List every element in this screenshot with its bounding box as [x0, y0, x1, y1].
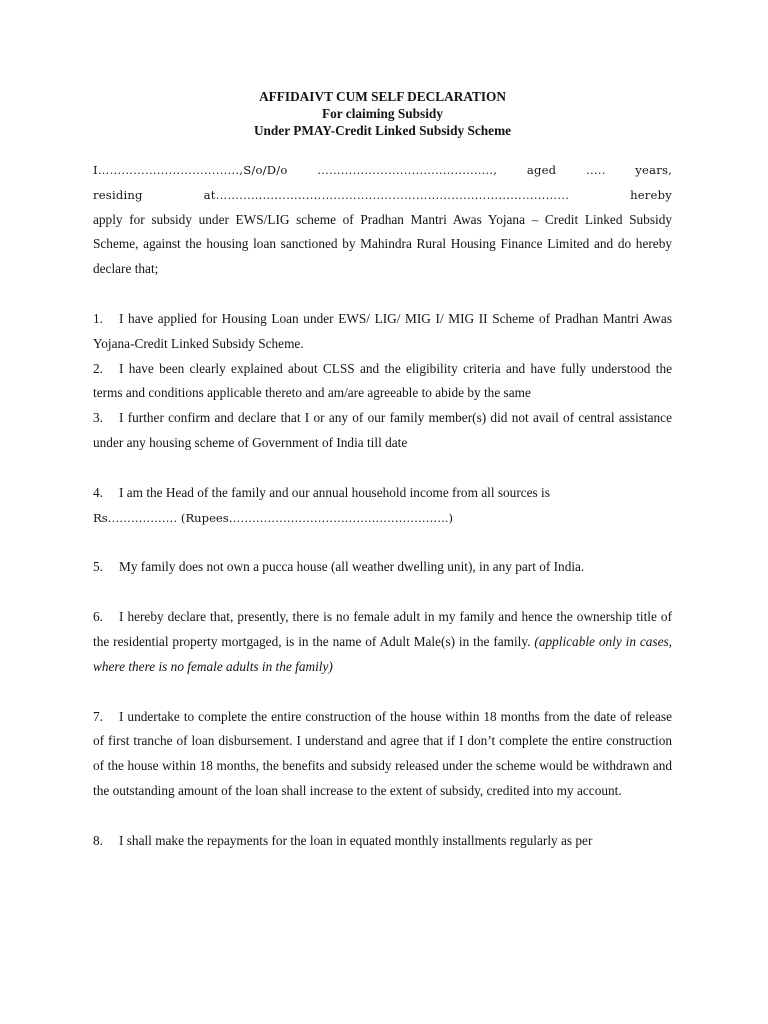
- clause-6-text: I hereby declare that, presently, there is no female adult in my family and hence the ownership title of the residential property mortgaged, is in the name of Adult Male(s) in the family.: [93, 609, 672, 649]
- clause-8-text: I shall make the repayments for the loan in equated monthly installments regularly as per: [119, 832, 593, 848]
- clause-2-text: I have been clearly explained about CLSS and the eligibility criteria and have fully understood the terms and conditions applicable thereto and am/are agreeable to abide by the same: [93, 360, 672, 401]
- clause-4-text: I am the Head of the family and our annual household income from all sources is: [119, 484, 550, 500]
- title-line-2: For claiming Subsidy: [322, 106, 443, 121]
- title-line-1: AFFIDAIVT CUM SELF DECLARATION: [259, 89, 506, 104]
- clause-3-number: 3.: [93, 410, 103, 426]
- clause-6: [93, 605, 672, 679]
- clause-6-number: 6.: [93, 609, 103, 625]
- clause-7-text: I undertake to complete the entire construction of the house within 18 months from the date of release of first tranche of loan disbursement. I understand and agree that if I don’t complete the entire construction of the house within 18 months, the benefits and subsidy released under the scheme would be withdrawn and the outstanding amount of the loan shall increase to the extent of subsidy, credited into my account.: [93, 708, 672, 798]
- clause-4: [93, 481, 672, 506]
- intro-residence-line: residing at……......…………………………………………………………………… hereby: [93, 187, 672, 202]
- clause-7: [93, 705, 672, 804]
- clause-3: [93, 406, 672, 456]
- clause-5: [93, 555, 672, 580]
- clause-5-text: My family does not own a pucca house (all weather dwelling unit), in any part of India.: [119, 559, 585, 575]
- clause-2: [93, 357, 672, 407]
- document-title: [93, 88, 672, 139]
- clause-5-number: 5.: [93, 559, 103, 575]
- clause-1: [93, 307, 672, 357]
- clause-8-number: 8.: [93, 832, 103, 848]
- clause-3-text: I further confirm and declare that I or any of our family member(s) did not avail of central assistance under any housing scheme of Government of India till date: [93, 410, 672, 450]
- clause-1-text: I have applied for Housing Loan under EWS/ LIG/ MIG I/ MIG II Scheme of Pradhan Mantri Awas Yojana-Credit Linked Subsidy Scheme.: [93, 310, 672, 351]
- clause-1-number: 1.: [93, 310, 103, 326]
- intro-paragraph: apply for subsidy under EWS/LIG scheme of Pradhan Mantri Awas Yojana – Credit Linked Subsidy Scheme, against the housing loan sanctioned by Mahindra Rural Housing Finance Limited and do hereby declare that;: [93, 211, 672, 277]
- title-line-3: Under PMAY-Credit Linked Subsidy Scheme: [253, 123, 512, 138]
- clause-4-income-line: Rs……………… (Rupees……………………………….………………..): [93, 510, 454, 525]
- clause-2-number: 2.: [93, 360, 103, 376]
- intro-name-line: I………………………………,S/o/D/o ……………………….................., aged ….. years,: [93, 163, 672, 177]
- clause-6-note: (applicable only in cases, where there is no female adults in the family): [93, 633, 672, 674]
- affidavit-document: [93, 88, 672, 854]
- clause-8: [93, 829, 672, 854]
- clause-7-number: 7.: [93, 708, 103, 724]
- clause-4-number: 4.: [93, 484, 103, 500]
